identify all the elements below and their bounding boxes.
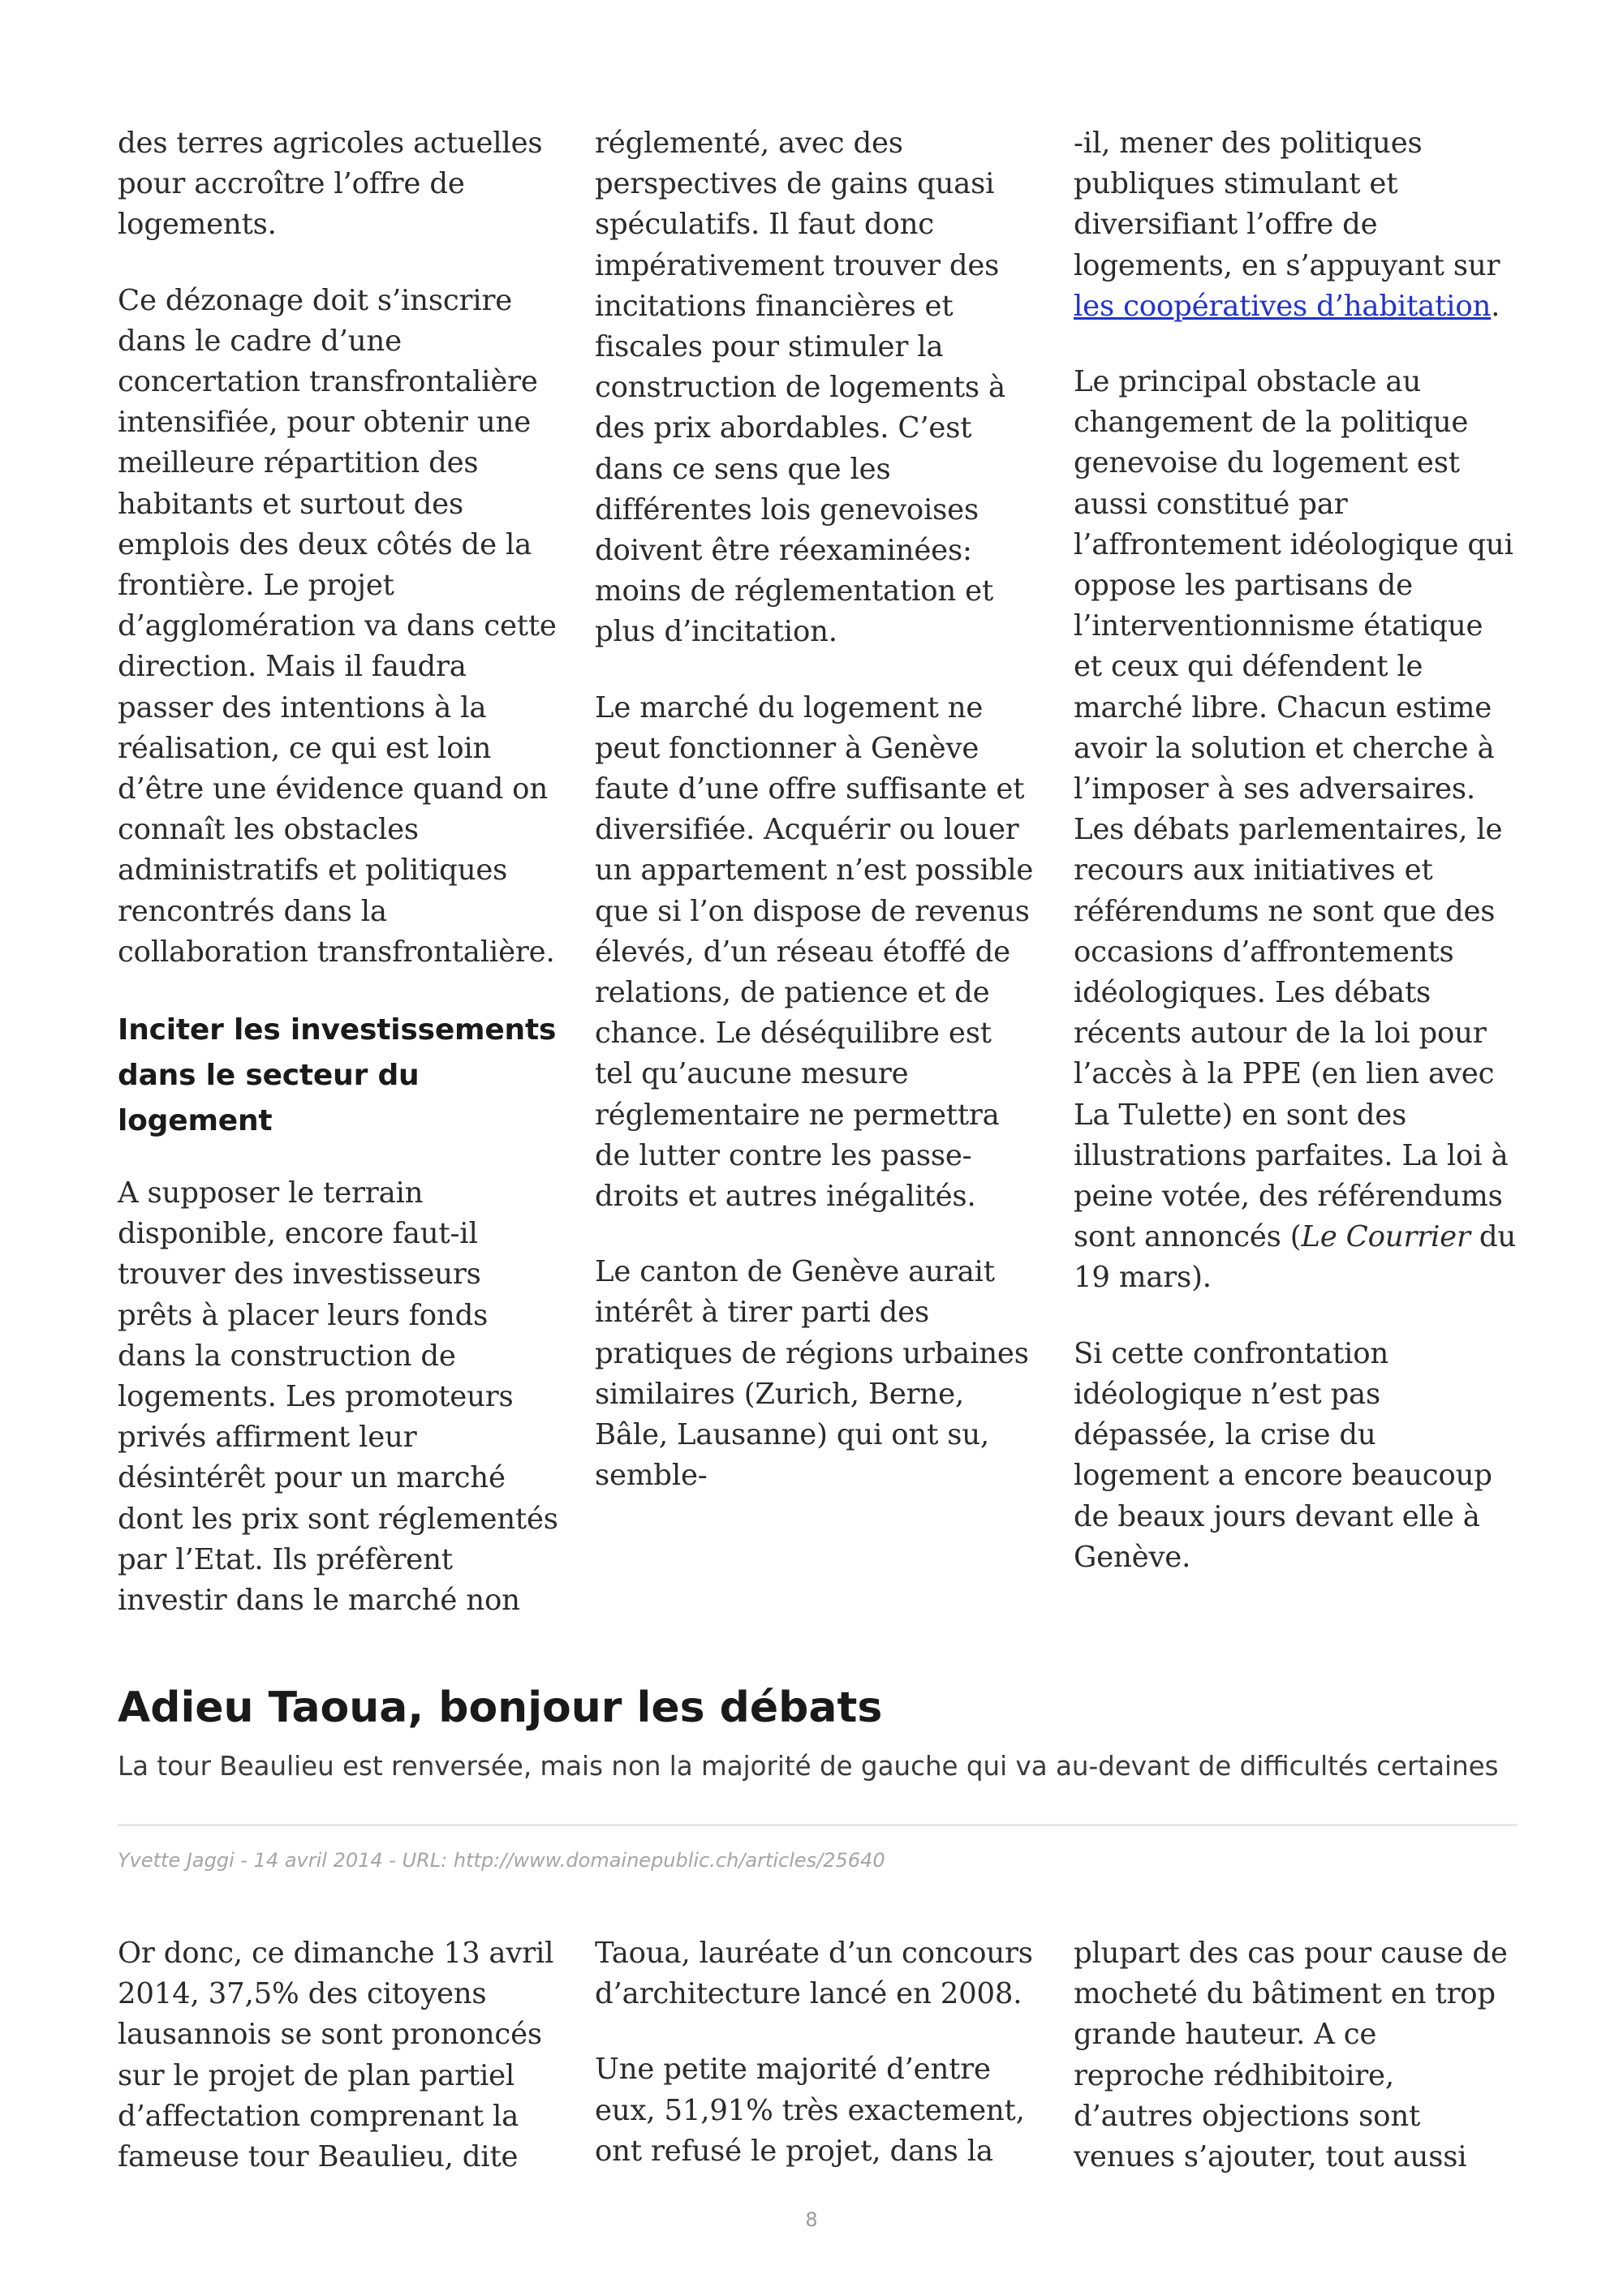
page-number: 8 <box>805 2208 818 2231</box>
cooperatives-link[interactable]: les coopératives d’habitation <box>1074 289 1492 323</box>
paragraph: Le canton de Genève aurait intérêt à tirer parti des pratiques de régions urbaines similaires (Zurich, Berne, Bâle, Lausanne) qui ont su, semble- <box>595 1255 1029 1493</box>
paragraph: Or donc, ce dimanche 13 avril 2014, 37,5% des citoyens lausannois se sont prononcés sur le projet de plan partiel d’affectation comprenant la fameuse tour Beaulieu, dite <box>118 1937 554 2174</box>
paragraph: plupart des cas pour cause de mocheté du bâtiment en trop grande hauteur. A ce reproche rédhibitoire, d’autres objections sont venues s’ajouter, tout aussi <box>1074 1937 1508 2174</box>
paragraph <box>1074 123 1516 327</box>
article-title: Adieu Taoua, bonjour les débats <box>118 1683 883 1732</box>
paragraph: des terres agricoles actuelles pour accroître l’offre de logements. <box>118 127 543 242</box>
paragraph: réglementé, avec des perspectives de gains quasi spéculatifs. Il faut donc impérativement trouver des incitations financières et fiscales pour stimuler la construction de logements à des prix abordables. C’est dans ce sens que les différentes lois genevoises doivent être réexaminées: moins de réglementation et plus d’incitation. <box>595 127 1006 649</box>
article-column-3 <box>1074 1933 1516 2212</box>
column-2 <box>595 123 1037 1532</box>
paragraph-text: du 19 mars). <box>1074 1220 1517 1295</box>
article-subtitle: La tour Beaulieu est renversée, mais non la majorité de gauche qui va au-devant de difficultés certaines <box>118 1751 1499 1782</box>
article-column-2 <box>595 1933 1037 2207</box>
divider <box>118 1824 1518 1826</box>
paragraph-text: -il, mener des politiques publiques stimulant et diversifiant l’offre de logements, en s’appuyant sur <box>1074 127 1500 282</box>
paragraph-text: . <box>1491 289 1500 323</box>
newspaper-name: Le Courrier <box>1301 1220 1470 1254</box>
paragraph: A supposer le terrain disponible, encore faut-il trouver des investisseurs prêts à placer leurs fonds dans la construction de logements. Les promoteurs privés affirment leur désintérêt pour un marché dont les prix sont réglementés par l’Etat. Ils préfèrent investir dans le marché non <box>118 1176 558 1618</box>
section-subheading: Inciter les investissements dans le secteur du logement <box>118 1013 557 1138</box>
column-1 <box>118 123 560 1656</box>
paragraph: Taoua, lauréate d’un concours d’architecture lancé en 2008. <box>595 1937 1033 2011</box>
article-column-1 <box>118 1933 560 2212</box>
paragraph: Une petite majorité d’entre eux, 51,91% très exactement, ont refusé le projet, dans la <box>595 2053 1025 2168</box>
paragraph <box>1074 362 1516 1299</box>
paragraph: Le marché du logement ne peut fonctionner à Genève faute d’une offre suffisante et diversifiée. Acquérir ou louer un appartement n’est possible que si l’on dispose de revenus élevés, d’un réseau étoffé de relations, de patience et de chance. Le déséquilibre est tel qu’aucune mesure réglementaire ne permettra de lutter contre les passe-droits et autres inégalités. <box>595 690 1034 1214</box>
column-3 <box>1074 123 1516 1613</box>
paragraph: Si cette confrontation idéologique n’est pas dépassée, la crise du logement a encore beaucoup de beaux jours devant elle à Genève. <box>1074 1336 1492 1574</box>
byline: Yvette Jaggi - 14 avril 2014 - URL: http://www.domainepublic.ch/articles/25640 <box>118 1849 885 1872</box>
paragraph: Ce dézonage doit s’inscrire dans le cadre d’une concertation transfrontalière intensifiée, pour obtenir une meilleure répartition des habitants et surtout des emplois des deux côtés de la frontière. Le projet d’agglomération va dans cette direction. Mais il faudra passer des intentions à la réalisation, ce qui est loin d’être une évidence quand on connaît les obstacles administratifs et politiques rencontrés dans la collaboration transfrontalière. <box>118 283 557 969</box>
paragraph-text: Le principal obstacle au changement de la politique genevoise du logement est aussi constitué par l’affrontement idéologique qui oppose les partisans de l’interventionnisme étatique et ceux qui défendent le marché libre. Chacun estime avoir la solution et cherche à l’imposer à ses adversaires. Les débats parlementaires, le recours aux initiatives et référendums ne sont que des occasions d’affrontements idéologiques. Les débats récents autour de la loi pour l’accès à la PPE (en lien avec La Tulette) en sont des illustrations parfaites. La loi à peine votée, des référendums sont annoncés ( <box>1074 365 1513 1254</box>
